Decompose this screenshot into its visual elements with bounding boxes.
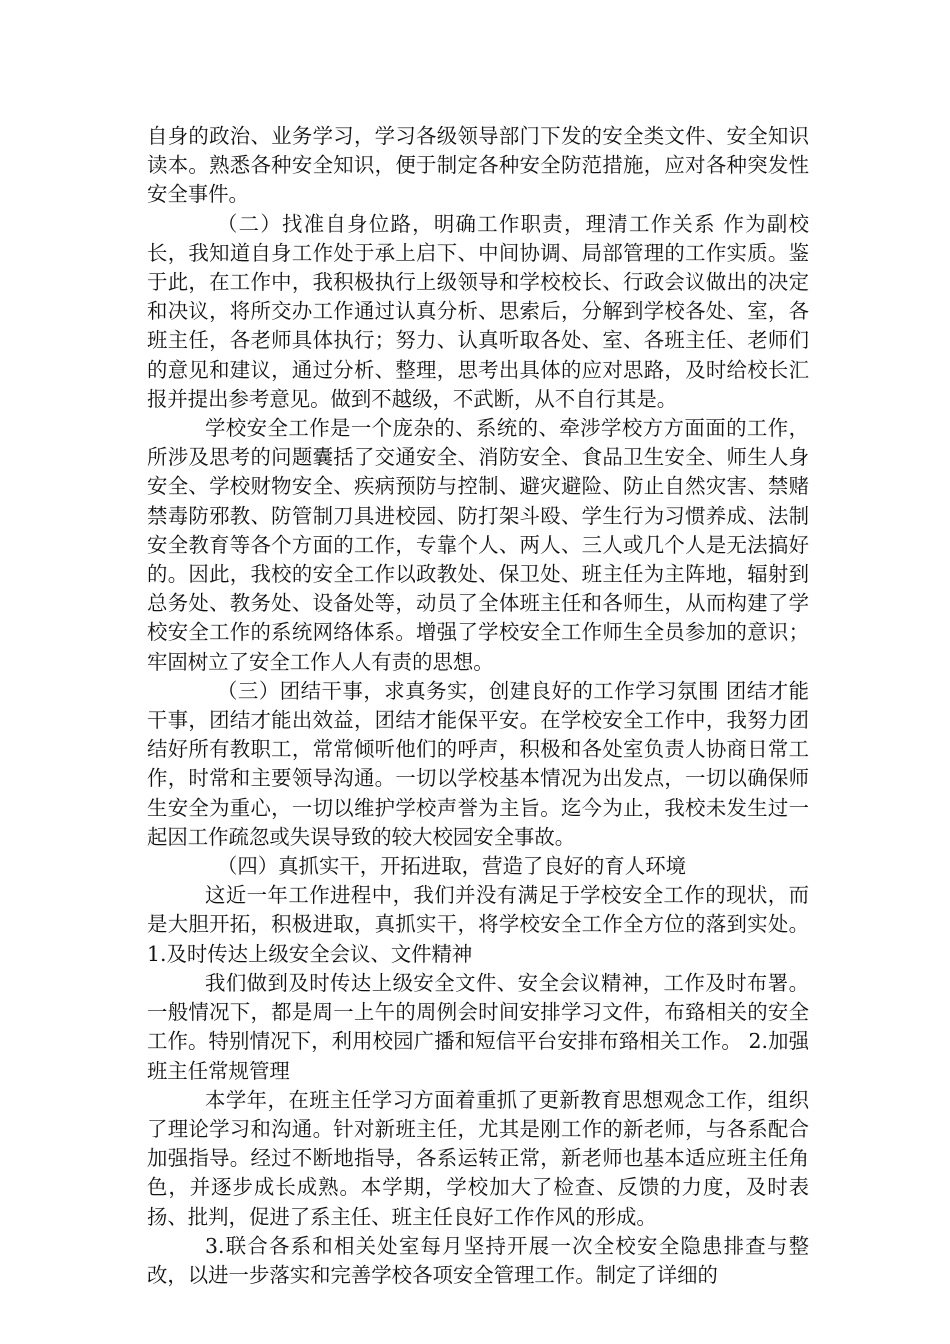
paragraph-section-two: （二）找准自身位路，明确工作职责，理清工作关系 作为副校长，我知道自身工作处于承上启下、中间协调、局部管理的工作实质。鉴于此，在工作中，我积极执行上级领导和学校校长、行政会议做出的决定和决议，将所交办工作通过认真分析、思索后，分解到学校各处、室，各班主任，各老师具体执行；努力、认真听取各处、室、各班主任、老师们的意见和建议，通过分析、整理，思考出具体的应对思路，及时给校长汇报并提出参考意见。做到不越级，不武断，从不自行其是。 [147, 211, 809, 411]
paragraph-study-continuation: 自身的政治、业务学习，学习各级领导部门下发的安全类文件、安全知识读本。熟悉各种安全知识，便于制定各种安全防范措施，应对各种突发性安全事件。 [147, 124, 809, 207]
paragraph-section-three: （三）团结干事，求真务实，创建良好的工作学习氛围 团结才能干事，团结才能出效益，团结才能保平安。在学校安全工作中，我努力团结好所有教职工，常常倾听他们的呼声，积极和各处室负责人协商日常工作，时常和主要领导沟通。一切以学校基本情况为出发点，一切以确保师生安全为重心，一切以维护学校声誉为主旨。迄今为止，我校未发生过一起因工作疏忽或失误导致的较大校园安全事故。 [147, 678, 809, 849]
paragraph-class-teacher-management: 本学年，在班主任学习方面着重抓了更新教育思想观念工作，组织了理论学习和沟通。针对新班主任，尤其是刚工作的新老师，与各系配合加强指导。经过不断地指导，各系运转正常，新老师也基本适应班主任角色，并逐步成长成熟。本学期，学校加大了检查、反馈的力度，及时表扬、批判，促进了系主任、班主任良好工作作风的形成。 [147, 1087, 809, 1229]
heading-section-four: （四）真抓实干，开拓进取，营造了良好的育人环境 [217, 854, 686, 879]
paragraph-convey-documents: 我们做到及时传达上级安全文件、安全会议精神，工作及时布署。一般情况下，都是周一上午的周例会时间安排学习文件，布臵相关的安全工作。特别情况下，利用校园广播和短信平台安排布臵相关工作。 2.加强班主任常规管理 [147, 970, 809, 1083]
paragraph-year-progress: 这近一年工作进程中，我们并没有满足于学校安全工作的现状，而是大胆开拓，积极进取，真抓实干，将学校安全工作全方位的落到实处。 1.及时传达上级安全会议、文件精神 [147, 883, 809, 966]
paragraph-hazard-inspection: 3.联合各系和相关处室每月坚持开展一次全校安全隐患排查与整改，以进一步落实和完善学校各项安全管理工作。制定了详细的 [147, 1233, 809, 1287]
document-body [147, 122, 809, 1290]
paragraph-safety-system: 学校安全工作是一个庞杂的、系统的、牵涉学校方方面面的工作，所涉及思考的问题囊括了交通安全、消防安全、食品卫生安全、师生人身安全、学校财物安全、疾病预防与控制、避灾避险、防止自然灾害、禁赌禁毒防邪教、防管制刀具进校园、防打架斗殴、学生行为习惯养成、法制安全教育等各个方面的工作，专靠个人、两人、三人或几个人是无法搞好的。因此，我校的安全工作以政教处、保卫处、班主任为主阵地，辐射到总务处、教务处、设备处等，动员了全体班主任和各师生，从而构建了学校安全工作的系统网络体系。增强了学校安全工作师生全员参加的意识；牢固树立了安全工作人人有责的思想。 [147, 416, 809, 674]
